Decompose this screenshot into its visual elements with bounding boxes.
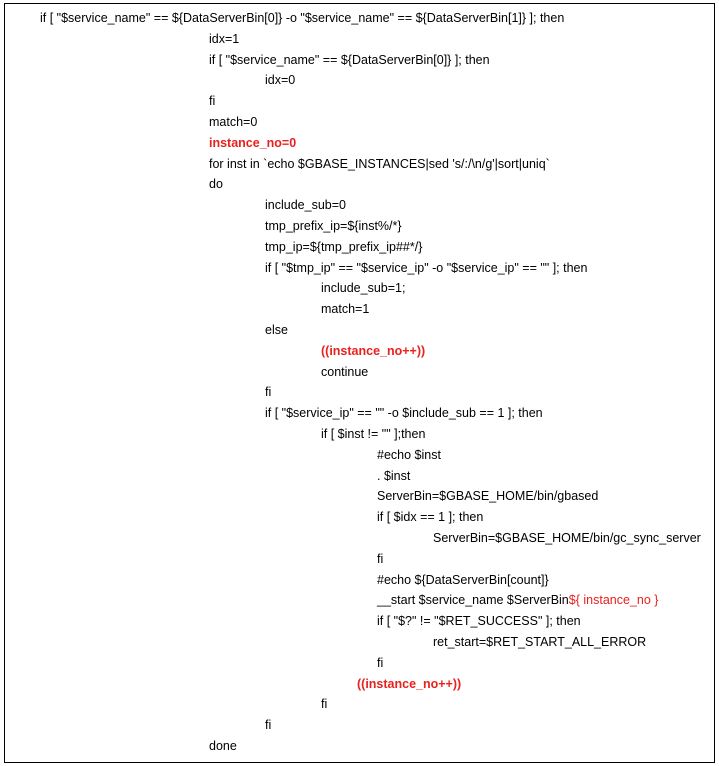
code-line: fi — [377, 552, 384, 566]
code-line: include_sub=1; — [321, 281, 406, 295]
code-line: if [ "$service_name" == ${DataServerBin[0]} -o "$service_name" == ${DataServerBin[1]} ]; then — [40, 11, 565, 25]
code-line: if [ "$service_name" == ${DataServerBin[0]} ]; then — [209, 53, 490, 67]
code-line: tmp_ip=${tmp_prefix_ip##*/} — [265, 240, 423, 254]
code-line: ret_start=$RET_START_ALL_ERROR — [433, 635, 647, 649]
code-line: idx=0 — [265, 73, 296, 87]
highlighted-code-line: ((instance_no++)) — [357, 677, 462, 691]
code-line — [377, 592, 658, 608]
code-line: if [ $inst != "" ];then — [321, 427, 426, 441]
code-line: if [ "$tmp_ip" == "$service_ip" -o "$service_ip" == "" ]; then — [265, 261, 588, 275]
code-line: idx=1 — [209, 32, 240, 46]
code-line: fi — [209, 94, 216, 108]
code-line: done — [209, 739, 237, 753]
code-line: ServerBin=$GBASE_HOME/bin/gbased — [377, 489, 599, 503]
code-line: else — [265, 323, 288, 337]
code-line: . $inst — [377, 469, 411, 483]
code-line: ServerBin=$GBASE_HOME/bin/gc_sync_server — [433, 531, 701, 545]
code-line: tmp_prefix_ip=${inst%/*} — [265, 219, 402, 233]
code-line: if [ "$?" != "$RET_SUCCESS" ]; then — [377, 614, 581, 628]
code-line: fi — [265, 718, 272, 732]
code-line: if [ $idx == 1 ]; then — [377, 510, 484, 524]
code-text: __start $service_name $ServerBin — [377, 593, 569, 607]
code-line: #echo ${DataServerBin[count]} — [377, 573, 549, 587]
code-line: fi — [377, 656, 384, 670]
code-line: fi — [265, 385, 272, 399]
code-line: continue — [321, 365, 369, 379]
code-line: if [ "$service_ip" == "" -o $include_sub == 1 ]; then — [265, 406, 543, 420]
code-line: for inst in `echo $GBASE_INSTANCES|sed 's/:/\n/g'|sort|uniq` — [209, 157, 550, 171]
highlighted-code-line: ((instance_no++)) — [321, 344, 426, 358]
highlighted-code-line: instance_no=0 — [209, 136, 297, 150]
code-line: include_sub=0 — [265, 198, 346, 212]
code-line: match=0 — [209, 115, 258, 129]
highlighted-code-text: ${ instance_no } — [568, 593, 659, 607]
code-line: #echo $inst — [377, 448, 441, 462]
code-line: fi — [321, 697, 328, 711]
code-line: match=1 — [321, 302, 370, 316]
code-line: do — [209, 177, 223, 191]
